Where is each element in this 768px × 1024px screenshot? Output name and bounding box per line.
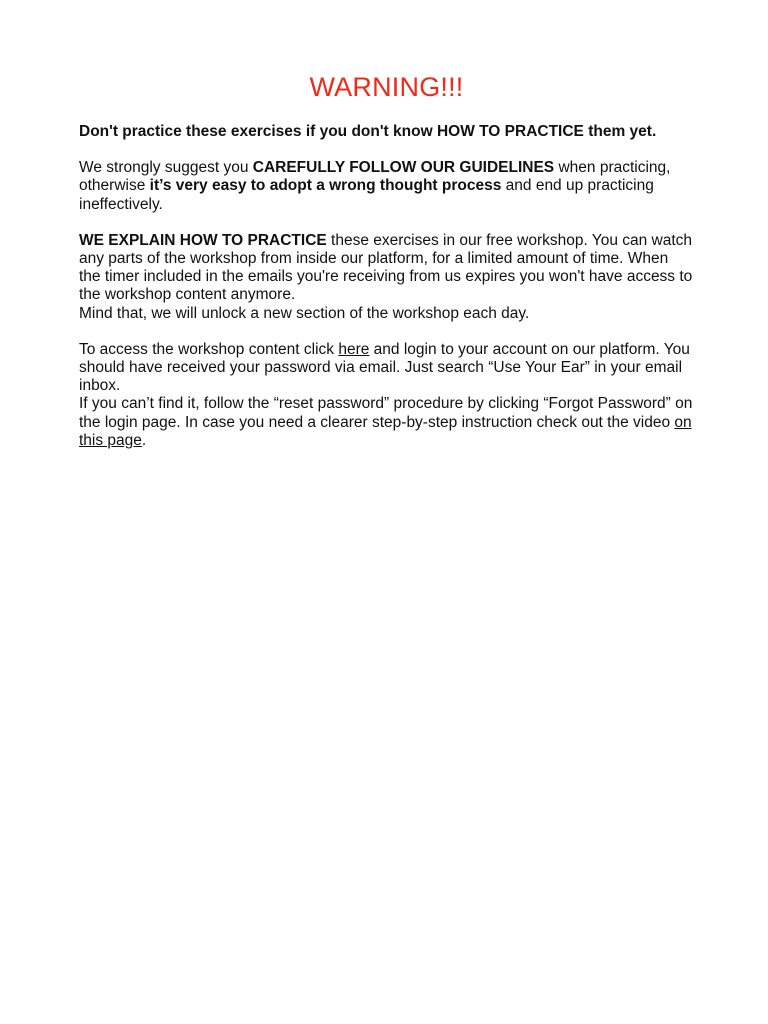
intro-warning-paragraph — [79, 123, 694, 141]
guidelines-text-1: We strongly suggest you — [79, 159, 253, 177]
guidelines-text-3: and end up practicing ineffectively. — [79, 177, 654, 213]
spacer — [79, 141, 694, 159]
access-text-1: To access the workshop content click — [79, 340, 339, 358]
guidelines-bold-1: CAREFULLY FOLLOW OUR GUIDELINES — [252, 159, 555, 177]
document-page — [79, 72, 694, 450]
warning-title: WARNING!!! — [309, 72, 464, 102]
guidelines-text-2: when practicing, otherwise — [79, 159, 671, 195]
guidelines-paragraph — [79, 159, 694, 214]
workshop-paragraph — [79, 232, 694, 305]
unlock-paragraph — [79, 305, 694, 323]
reset-password-paragraph — [79, 395, 694, 450]
spacer — [79, 214, 694, 232]
access-paragraph — [79, 341, 694, 396]
workshop-bold: WE EXPLAIN HOW TO PRACTICE — [79, 231, 327, 249]
reset-text-2: . — [141, 431, 147, 449]
reset-text-1: If you can’t find it, follow the “reset password” procedure by clicking “Forgot Password” on the login page. In case you need a clearer step-by-step instruction check out the video — [79, 395, 693, 431]
guidelines-bold-2: it’s very easy to adopt a wrong thought process — [149, 177, 502, 195]
access-text-2: and login to your account on our platform. You should have received your password via email. Just search “Use Your Ear” in your email inbox. — [79, 340, 690, 395]
spacer — [79, 323, 694, 341]
on-this-page-link[interactable]: on this page — [79, 413, 692, 449]
here-link[interactable]: here — [338, 340, 370, 358]
intro-warning-text: Don't practice these exercises if you don't know HOW TO PRACTICE them yet. — [79, 123, 657, 140]
unlock-text: Mind that, we will unlock a new section of the workshop each day. — [79, 304, 530, 322]
workshop-text: these exercises in our free workshop. You can watch any parts of the workshop from inside our platform, for a limited amount of time. When the timer included in the emails you're receiving from us expires you won't have access to the workshop content anymore. — [79, 231, 693, 304]
